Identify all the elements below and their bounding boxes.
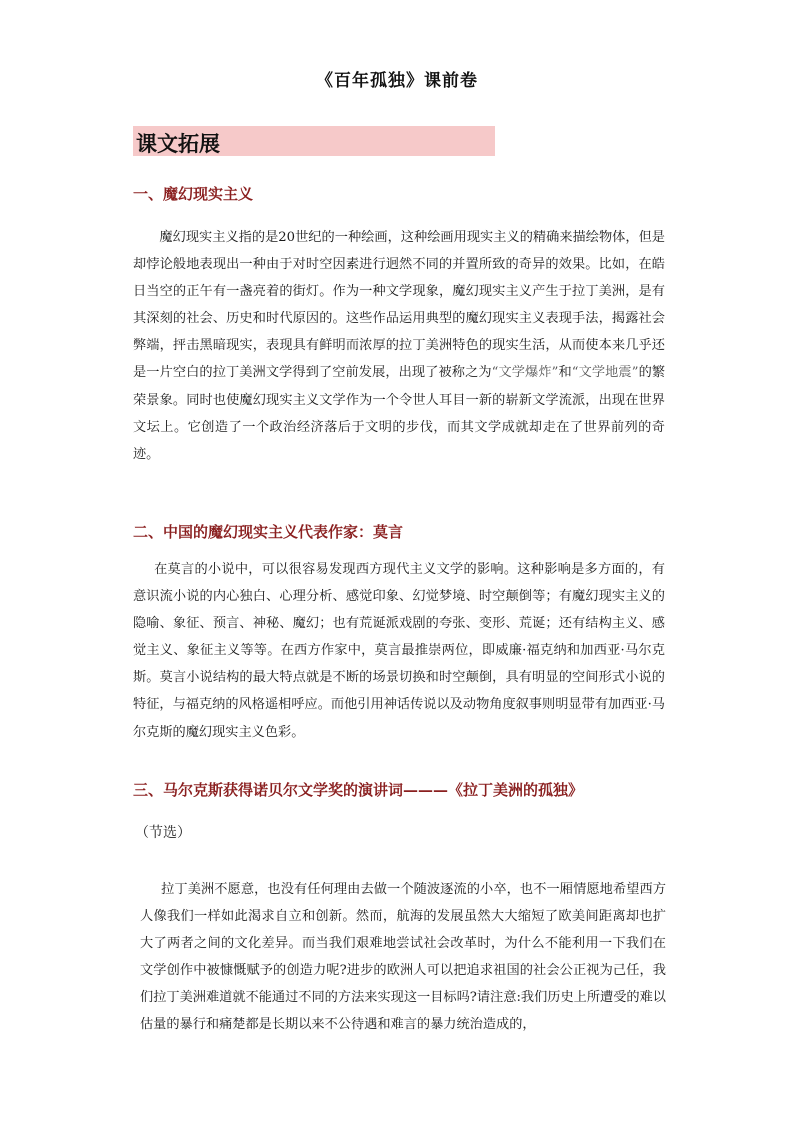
page-title: 《百年孤独》课前卷 bbox=[316, 71, 478, 91]
section-heading-3 bbox=[133, 779, 583, 800]
section-paragraph-3: 拉丁美洲不愿意，也没有任何理由去做一个随波逐流的小卒，也不一厢情愿地希望西方人像我们一样如此渴求自立和创新。然而，航海的发展虽然大大缩短了欧美间距离却也扩大了两者之间的文化差异。而当我们艰难地尝试社会改革时，为什么不能利用一下我们在文学创作中被慷慨赋予的创造力呢?进步的欧洲人可以把追求祖国的社会公正视为己任，我们拉丁美洲难道就不能通过不同的方法来实现这一目标吗?请注意:我们历史上所遭受的难以估量的暴行和痛楚都是长期以来不公待遇和难言的暴力统治造成的， bbox=[140, 882, 666, 1033]
section-heading-3-text: 三、马尔克斯获得诺贝尔文学奖的演讲词——— bbox=[133, 781, 449, 799]
paragraph-1-part2: 的繁荣景象。同时也使魔幻现实主义文学作为一个令世人耳目一新的崭新文学流派，出现在世界文坛上。它创造了一个政治经济落后于文明的步伐，而其文学成就却走在了世界前列的奇迹。 bbox=[133, 365, 666, 462]
section-banner-title: 课文拓展 bbox=[136, 131, 220, 156]
section-heading-1: 一、魔幻现实主义 bbox=[133, 185, 254, 203]
section-heading-2: 二、中国的魔幻现实主义代表作家：莫言 bbox=[133, 523, 404, 541]
paragraph-1-quote2: “文学地震” bbox=[571, 365, 639, 381]
section-paragraph-2: 在莫言的小说中，可以很容易发现西方现代主义文学的影响。这种影响是多方面的，有意识流小说的内心独白、心理分析、感觉印象、幻觉梦境、时空颠倒等；有魔幻现实主义的隐喻、象征、预言、神秘、魔幻；也有荒诞派戏剧的夸张、变形、荒诞；还有结构主义、感觉主义、象征主义等等。在西方作家中，莫言最推崇两位，即威廉·福克纳和加西亚·马尔克斯。莫言小说结构的最大特点就是不断的场景切换和时空颠倒，具有明显的空间形式小说的特征，与福克纳的风格遥相呼应。而他引用神话传说以及动物角度叙事则明显带有加西亚·马尔克斯的魔幻现实主义色彩。 bbox=[133, 562, 665, 740]
paragraph-1-part1: 魔幻现实主义指的是20世纪的一种绘画，这种绘画用现实主义的精确来描绘物体，但是却悖论般地表现出一种由于对时空因素进行迥然不同的并置所致的奇异的效果。比如，在皓日当空的正午有一盏亮着的街灯。作为一种文学现象，魔幻现实主义产生于拉丁美洲，是有其深刻的社会、历史和时代原因的。这些作品运用典型的魔幻现实主义表现手法，揭露社会弊端，抨击黑暗现实，表现具有鲜明而浓厚的拉丁美洲特色的现实生活，从而使本来几乎还是一片空白的拉丁美洲文学得到了空前发展，出现了被称之为 bbox=[133, 230, 665, 381]
section-paragraph-1 bbox=[133, 224, 665, 468]
paragraph-1-quote1: “文学爆炸” bbox=[491, 365, 559, 381]
paragraph-1-mid: 和 bbox=[558, 365, 572, 381]
section-heading-3-quote: 《拉丁美洲的孤独》 bbox=[448, 781, 584, 799]
excerpt-note: （节选） bbox=[135, 825, 191, 841]
